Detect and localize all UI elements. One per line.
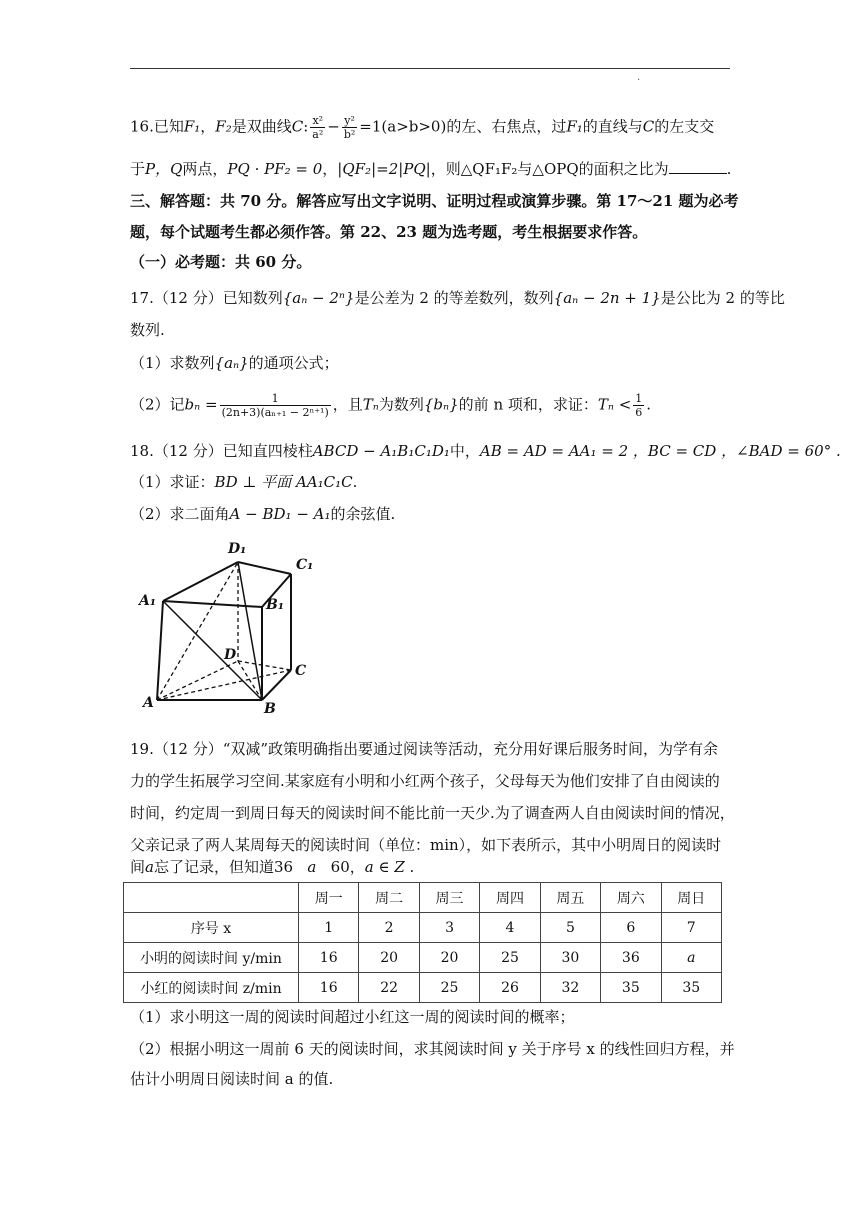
table-cell: 小红的阅读时间 z/min [124, 973, 299, 1003]
q16-line-1: 16.已知F₁，F₂是双曲线C: $\frac{\text{x²}}{\text{a²}}$ − $\frac{\text{y²}}{\text{b²}}$ =1(a>b>0)的左、右焦点，过F₁的直线与C的左支交 [130, 114, 715, 141]
q19-part-2-line-2: 估计小明周日阅读时间 a 的值. [130, 1070, 334, 1088]
table-cell: 周二 [359, 883, 419, 913]
table-row [124, 913, 722, 943]
fraction-bn: $\frac{1}{\text{(2n+3)(aₙ₊₁ − 2ⁿ⁺¹)}}$ [221, 392, 329, 419]
q17-line-2: 数列. [130, 321, 165, 339]
table-cell [124, 883, 299, 913]
edge-d1-c1 [238, 562, 291, 574]
label-c: C [295, 663, 307, 679]
table-cell: 16 [299, 973, 359, 1003]
edge-a1-a [157, 601, 163, 700]
q19-line-5: 间a忘了记录，但知道36 a 60，a ∈ Z . [130, 858, 415, 876]
table-cell: a [661, 943, 721, 973]
q17-part-2: （2）记bₙ = $\frac{1}{\text{(2n+3)(aₙ₊₁ − 2ⁿ⁺¹)}}$ ，且Tₙ为数列{bₙ}的前 n 项和，求证：Tₙ < $\frac{1}{6}$ . [130, 392, 652, 419]
q17-part-1: （1）求数列{aₙ}的通项公式； [130, 354, 339, 372]
q17-line-1: 17.（12 分）已知数列{aₙ − 2ⁿ}是公差为 2 的等差数列，数列{aₙ − 2n + 1}是公比为 2 的等比 [130, 289, 785, 307]
fraction-one-sixth: $\frac{1}{6}$ [635, 392, 643, 419]
table-cell: 序号 x [124, 913, 299, 943]
q19-line-2: 力的学生拓展学习空间.某家庭有小明和小红两个孩子，父母每天为他们安排了自由阅读的 [130, 772, 720, 790]
table-cell: 周三 [419, 883, 479, 913]
table-cell: 小明的阅读时间 y/min [124, 943, 299, 973]
q19-line-4: 父亲记录了两人某周每天的阅读时间（单位：min），如下表所示，其中小明周日的阅读时 [130, 836, 722, 854]
q18-part-1: （1）求证：BD ⊥ 平面 AA₁C₁C. [130, 473, 358, 491]
edge-a1-b1 [163, 601, 262, 607]
label-c1: C₁ [296, 557, 314, 573]
diag-a-c [157, 670, 291, 700]
label-d1: D₁ [228, 541, 247, 557]
table-cell: 周四 [480, 883, 540, 913]
q19-part-1: （1）求小明这一周的阅读时间超过小红这一周的阅读时间的概率； [130, 1008, 575, 1026]
table-row [124, 943, 722, 973]
label-a: A [143, 695, 154, 711]
label-d: D [224, 647, 237, 663]
table-cell: 2 [359, 913, 419, 943]
table-cell: 7 [661, 913, 721, 943]
table-cell: 36 [601, 943, 661, 973]
table-cell: 30 [540, 943, 600, 973]
q19-line-1: 19.（12 分）“双减”政策明确指出要通过阅读等活动，充分用好课后服务时间，为学有余 [130, 740, 719, 758]
table-cell: 5 [540, 913, 600, 943]
table-cell: 32 [540, 973, 600, 1003]
fraction-y2-b2: $\frac{\text{y²}}{\text{b²}}$ [343, 114, 356, 141]
header-mark: . [637, 72, 641, 83]
table-row [124, 973, 722, 1003]
answer-blank [669, 159, 727, 174]
section3-line-1: 三、解答题：共 70 分。解答应写出文字说明、证明过程或演算步骤。第 17～21 题为必考 [130, 192, 739, 210]
table-cell: 20 [419, 943, 479, 973]
label-b: B [264, 701, 276, 715]
table-cell: 26 [480, 973, 540, 1003]
table-cell: 35 [601, 973, 661, 1003]
section3-subheading: （一）必考题：共 60 分。 [130, 253, 312, 271]
label-b1: B₁ [266, 597, 284, 613]
table-cell: 周一 [299, 883, 359, 913]
table-cell: 1 [299, 913, 359, 943]
table-cell: 25 [419, 973, 479, 1003]
q19-line-3: 时间，约定周一到周日每天的阅读时间不能比前一天少.为了调查两人自由阅读时间的情况， [130, 804, 735, 822]
header-rule [130, 68, 730, 69]
table-cell: 3 [419, 913, 479, 943]
table-cell: 周六 [601, 883, 661, 913]
reading-time-table [123, 882, 722, 1003]
q18-line-1: 18.（12 分）已知直四棱柱ABCD − A₁B₁C₁D₁中，AB = AD = AA₁ = 2 ，BC = CD ，∠BAD = 60° . [130, 442, 841, 460]
table-cell: 4 [480, 913, 540, 943]
q19-part-2-line-1: （2）根据小明这一周前 6 天的阅读时间，求其阅读时间 y 关于序号 x 的线性回归方程，并 [130, 1040, 735, 1058]
table-header-row [124, 883, 722, 913]
table-cell: 6 [601, 913, 661, 943]
q18-part-2: （2）求二面角A − BD₁ − A₁的余弦值. [130, 505, 396, 523]
table-cell: 25 [480, 943, 540, 973]
table-cell: 22 [359, 973, 419, 1003]
edge-a1-d1 [163, 562, 238, 601]
prism-figure [135, 535, 320, 715]
table-cell: 周日 [661, 883, 721, 913]
table-cell: 35 [661, 973, 721, 1003]
label-a1: A₁ [139, 593, 156, 609]
table-cell: 周五 [540, 883, 600, 913]
table-cell: 20 [359, 943, 419, 973]
q16-line-2: 于P，Q两点，PQ · PF₂ = 0，|QF₂|=2|PQ|，则△QF₁F₂与△OPQ的面积之比为 . [130, 160, 732, 178]
edge-d-c [238, 661, 291, 670]
table-cell: 16 [299, 943, 359, 973]
section3-line-2: 题，每个试题考生都必须作答。第 22、23 题为选考题，考生根据要求作答。 [130, 223, 648, 241]
fraction-x2-a2: $\frac{\text{x²}}{\text{a²}}$ [312, 114, 324, 141]
edge-b-c [262, 670, 291, 700]
